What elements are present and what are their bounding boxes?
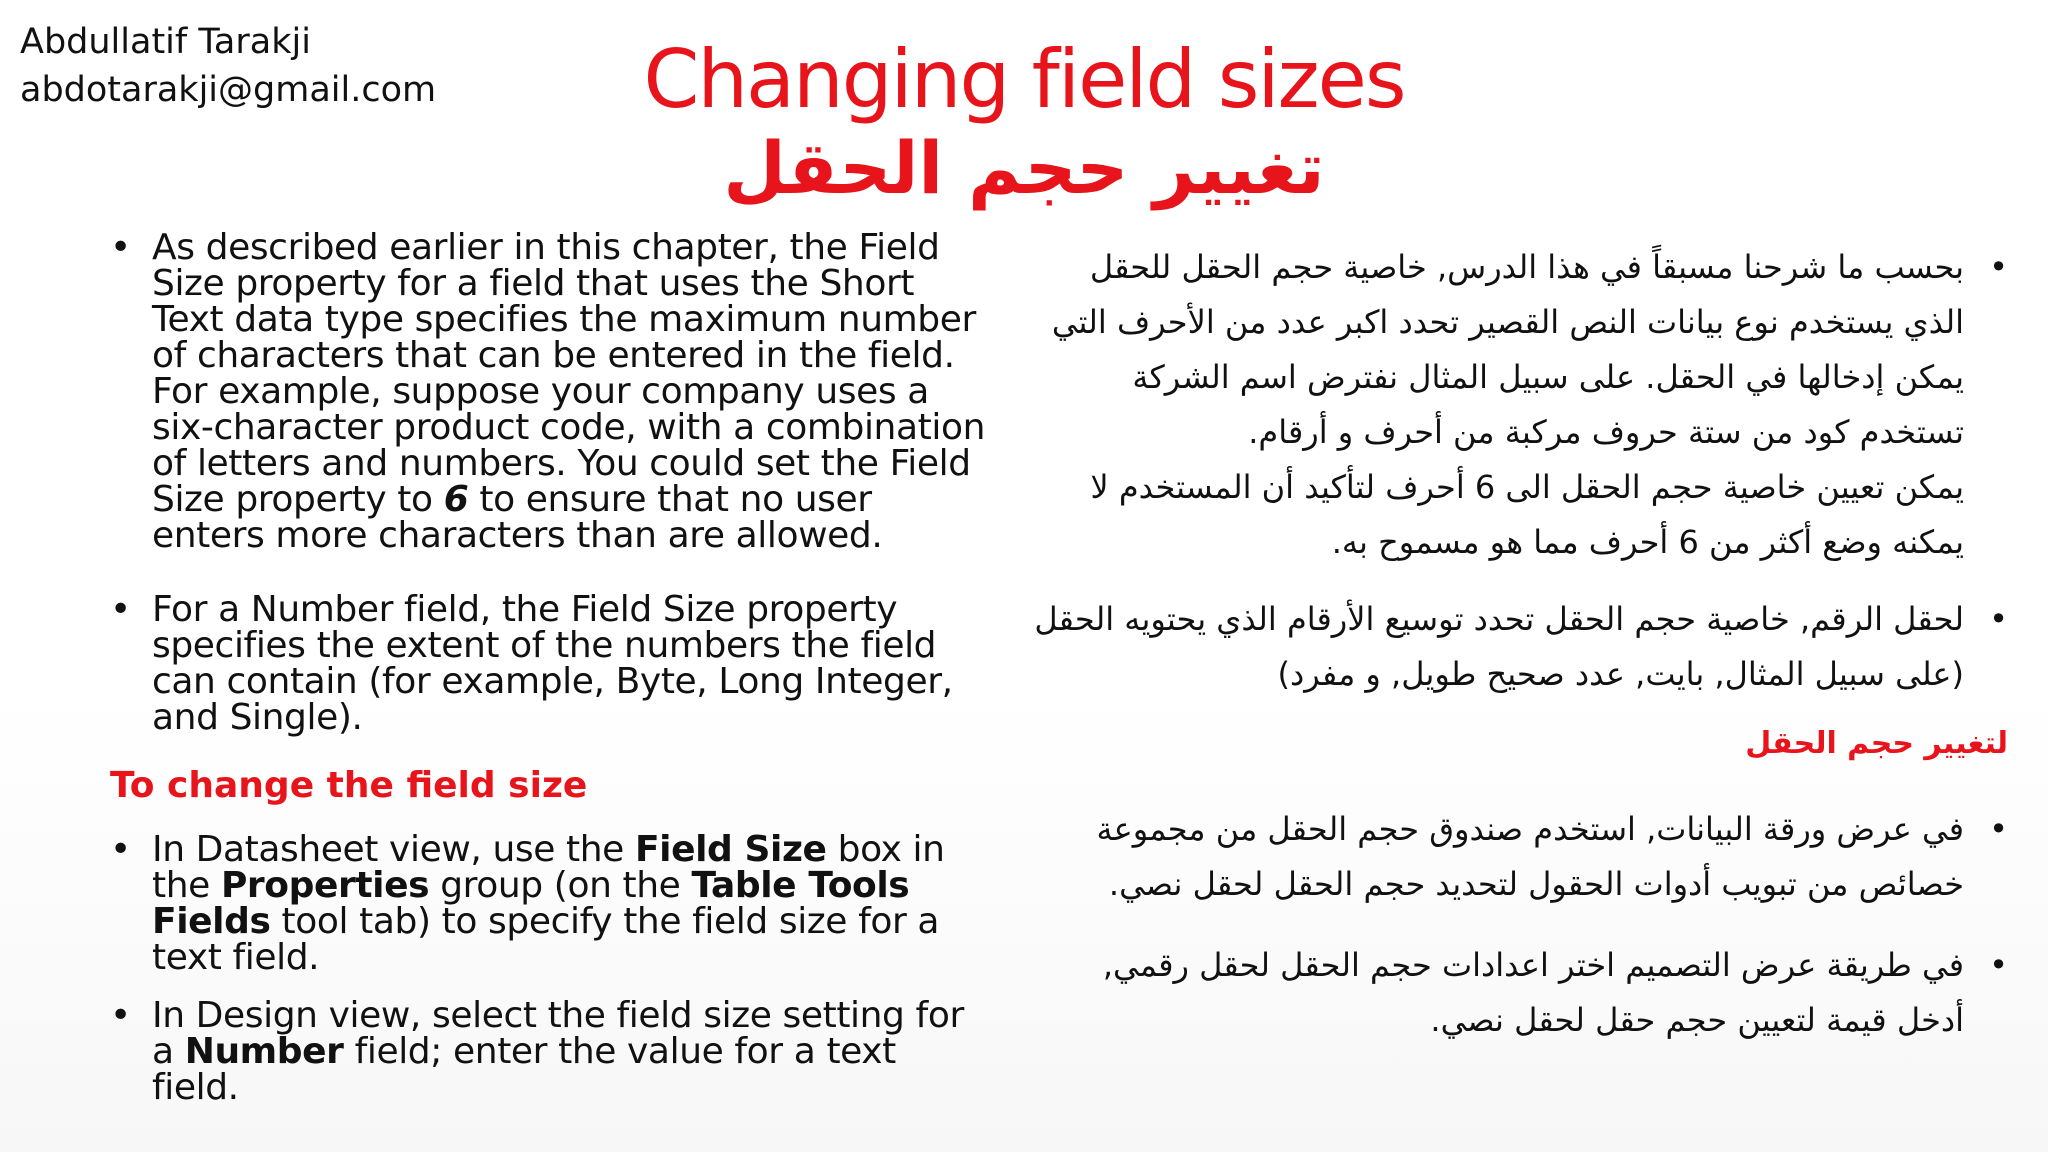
arabic-para1-line1: بحسب ما شرحنا مسبقاً في هذا الدرس, خاصية حجم الحقل للحقل الذي يستخدم نوع بيانات النص القصير تحدد اكبر عدد من الأحرف التي يمكن إدخالها في الحقل. على سبيل المثال نفترض اسم الشركة تستخدم كود من ستة حروف مركبة من أحرف و أرقام. — [1051, 248, 1964, 451]
arabic-subheading: لتغيير حجم الحقل — [1745, 726, 2008, 761]
slide-title-english — [0, 30, 2048, 130]
arabic-column — [1028, 240, 2008, 1074]
english-step-design — [110, 995, 990, 1108]
arabic-steps-list — [1028, 802, 2008, 1048]
bullet-icon: • — [1989, 946, 2008, 984]
bullet-icon: • — [110, 227, 131, 268]
english-subheading: To change the field size — [110, 765, 588, 806]
english-intro-list — [110, 227, 990, 738]
bullet-icon: • — [1989, 810, 2008, 848]
step2-t2: field; enter the value for a text field. — [152, 1031, 896, 1108]
step1-b3: Table Tools Fields — [152, 865, 910, 942]
arabic-step1: في عرض ورقة البيانات, استخدم صندوق حجم الحقل من مجموعة خصائص من تبويب أدوات الحقول لتحديد حجم الحقل لحقل نصي. — [1096, 810, 1964, 903]
title-english-text: Changing field sizes — [643, 33, 1405, 126]
arabic-para2: لحقل الرقم, خاصية حجم الحقل تحدد توسيع الأرقام الذي يحتويه الحقل (على سبيل المثال, بايت, عدد صحيح طويل, و مفرد) — [1034, 600, 1964, 693]
step2-t1: In Design view, select the field size setting for a — [152, 995, 964, 1072]
arabic-step-datasheet — [1028, 802, 2008, 912]
step1-t4: tool tab) to specify the field size for a text field. — [152, 901, 940, 978]
arabic-step2: في طريقة عرض التصميم اختر اعدادات حجم الحقل لحقل رقمي, أدخل قيمة لتعيين حجم حقل لحقل نصي. — [1102, 946, 1964, 1039]
step1-b2: Properties — [220, 865, 430, 906]
bullet-icon: • — [110, 589, 131, 630]
para1-text-a: As described earlier in this chapter, the Field Size property for a field that uses the Short Text data type specifies the maximum number of characters that can be entered in the field. For example, suppose your company uses a six-character product code, with a combination of letters and numbers. You could set the Field Size property to — [152, 227, 985, 520]
english-step-datasheet — [110, 829, 990, 978]
bullet-icon: • — [1989, 248, 2008, 286]
para1-text-b: to ensure that no user enters more characters than are allowed. — [152, 479, 883, 556]
step1-t2: box in the — [152, 829, 945, 906]
english-bullet-field-size-text — [110, 227, 990, 556]
arabic-para1-line2: يمكن تعيين خاصية حجم الحقل الى 6 أحرف لتأكيد أن المستخدم لا يمكنه وضع أكثر من 6 أحرف مما هو مسموح به. — [1090, 468, 1964, 561]
author-name: Abdullatif Tarakji — [20, 22, 311, 62]
bullet-icon: • — [110, 829, 131, 870]
bullet-icon: • — [110, 995, 131, 1036]
step1-t3: group (on the — [429, 865, 692, 906]
bullet-icon: • — [1989, 600, 2008, 638]
slide-title-arabic: تغيير حجم الحقل — [723, 126, 1325, 210]
english-bullet-number-field — [110, 589, 990, 738]
english-steps-list — [110, 829, 990, 1108]
step2-b1: Number — [184, 1031, 344, 1072]
arabic-bullet-field-size-text — [1028, 240, 2008, 570]
para1-value-six: 6 — [443, 479, 469, 520]
arabic-intro-list — [1028, 240, 2008, 702]
arabic-bullet-number-field — [1028, 592, 2008, 702]
para2-text: For a Number field, the Field Size property specifies the extent of the numbers the field can contain (for example, Byte, Long Integer, and Single). — [152, 589, 953, 738]
english-column — [110, 227, 990, 1128]
author-email: abdotarakji@gmail.com — [20, 70, 437, 110]
step1-b1: Field Size — [634, 829, 827, 870]
step1-t1: In Datasheet view, use the — [152, 829, 635, 870]
arabic-step-design — [1028, 938, 2008, 1048]
